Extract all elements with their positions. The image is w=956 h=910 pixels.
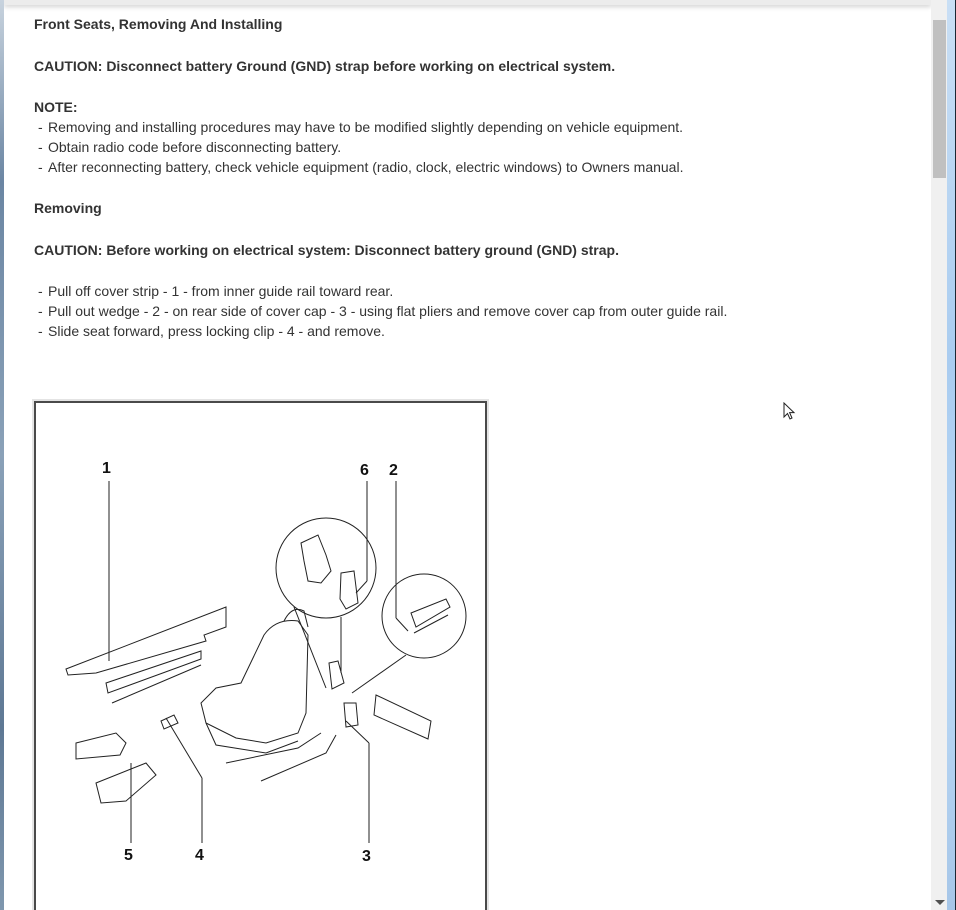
- bullet-dash: -: [38, 119, 43, 135]
- detail-connector: [352, 655, 406, 693]
- callout-6: 6: [360, 462, 369, 479]
- document-content: [34, 14, 914, 341]
- vertical-scrollbar[interactable]: [931, 0, 948, 910]
- step-text: Pull out wedge - 2 - on rear side of cover cap - 3 - using flat pliers and remove cover cap from outer guide rail.: [48, 303, 728, 319]
- mouse-pointer-icon: [783, 402, 797, 422]
- caution-battery-ground: CAUTION: Disconnect battery Ground (GND) strap before working on electrical system.: [34, 58, 616, 74]
- step-text: Pull off cover strip - 1 - from inner guide rail toward rear.: [48, 283, 394, 299]
- cover-cap-part: [344, 703, 358, 727]
- note-text: Removing and installing procedures may have to be modified slightly depending on vehicle equipment.: [48, 119, 684, 135]
- recliner-part: [96, 763, 156, 803]
- document-title: Front Seats, Removing And Installing: [34, 16, 283, 32]
- bullet-dash: -: [38, 139, 43, 155]
- locking-clip-4-part: [161, 715, 178, 729]
- callout-1: 1: [102, 460, 111, 477]
- scrollbar-thumb[interactable]: [933, 20, 946, 178]
- lever-part: [76, 733, 126, 759]
- detail-circle-2: [382, 574, 466, 658]
- note-item: [34, 117, 914, 137]
- bullet-dash: -: [38, 159, 43, 175]
- leader-line-2-bend: [396, 618, 408, 631]
- toolbar-shadow: [4, 0, 931, 5]
- detail-circle-6: [276, 518, 376, 618]
- bullet-dash: -: [38, 323, 43, 339]
- seat-base: [206, 723, 298, 753]
- callout-5: 5: [124, 847, 133, 864]
- seat-rail: [226, 733, 321, 763]
- step-item: [34, 281, 914, 301]
- note-item: [34, 137, 914, 157]
- leader-line-4-bend: [166, 718, 202, 778]
- guide-rail-part: [106, 651, 201, 693]
- window-edge: [947, 0, 956, 910]
- seat-illustration: [36, 403, 485, 910]
- callout-3: 3: [362, 848, 371, 865]
- leader-line-6-bend: [356, 581, 367, 593]
- outer-rail-part: [374, 695, 431, 739]
- floor-rail: [261, 735, 336, 781]
- callout-2: 2: [389, 462, 398, 479]
- detail-connector: [294, 607, 326, 688]
- locking-clip-part: [340, 571, 358, 609]
- section-heading-removing: Removing: [34, 200, 102, 216]
- cover-strip-part: [66, 607, 226, 675]
- step-item: [34, 301, 914, 321]
- step-text: Slide seat forward, press locking clip - 4 - and remove.: [48, 323, 385, 339]
- document-viewport: [4, 0, 931, 910]
- caution-electrical-system: CAUTION: Before working on electrical system: Disconnect battery ground (GND) strap.: [34, 242, 619, 258]
- scroll-down-arrow-icon[interactable]: [935, 900, 945, 905]
- seat-back-cushion: [201, 621, 308, 743]
- seat-removal-diagram: [32, 399, 489, 910]
- bullet-dash: -: [38, 303, 43, 319]
- note-heading: NOTE:: [34, 99, 78, 115]
- step-item: [34, 321, 914, 341]
- guide-rail-edge: [112, 665, 201, 703]
- bullet-dash: -: [38, 283, 43, 299]
- callout-4: 4: [195, 847, 204, 864]
- note-text: Obtain radio code before disconnecting battery.: [48, 139, 342, 155]
- bracket-part: [301, 535, 331, 583]
- note-text: After reconnecting battery, check vehicle equipment (radio, clock, electric windows) to Owners manual.: [48, 159, 684, 175]
- side-trim-part: [329, 661, 344, 689]
- diagram-frame: [34, 401, 487, 910]
- note-item: [34, 157, 914, 177]
- wedge-part: [411, 599, 450, 627]
